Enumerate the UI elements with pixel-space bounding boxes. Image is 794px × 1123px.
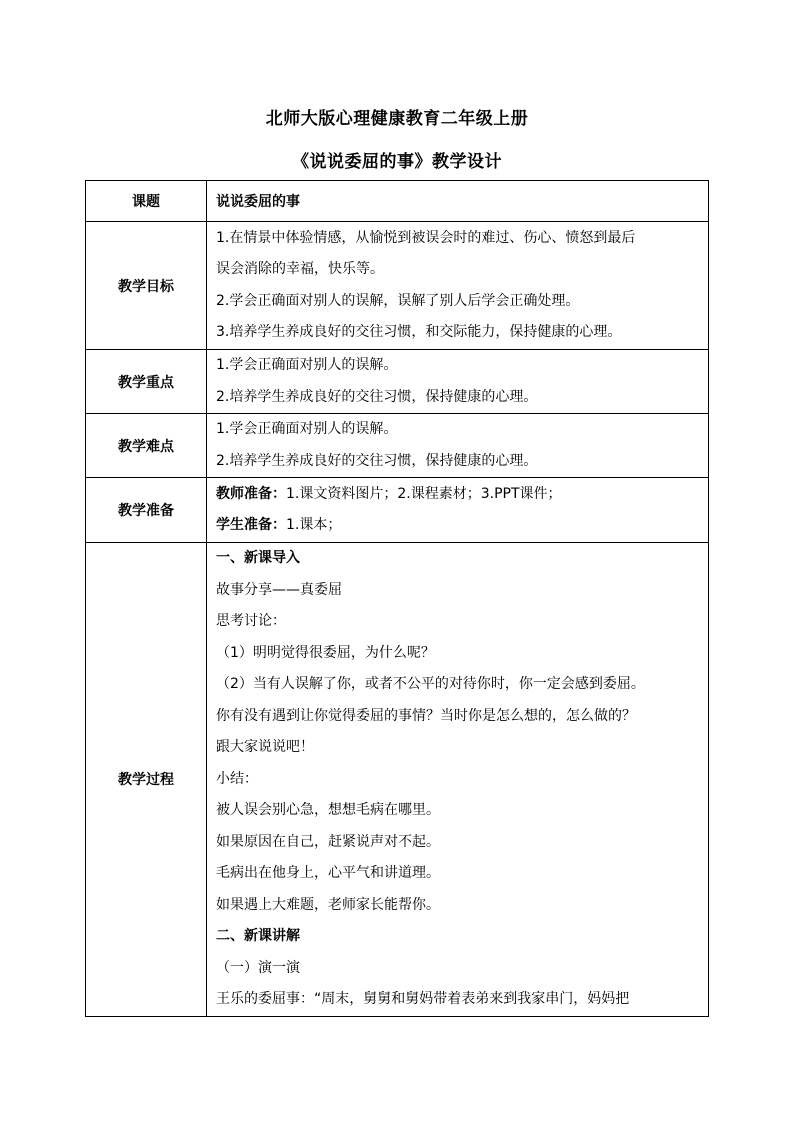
process-line: 毛病出在他身上，心平气和讲道理。 [216,865,440,881]
value-difficulties [207,414,709,478]
value-preparation [207,478,709,543]
process-line: （1）明明觉得很委屈，为什么呢？ [216,644,435,661]
section-heading: 一、新课导入 [216,550,300,566]
teacher-preparation [216,479,700,511]
process-line: 被人误会别心急，想想毛病在哪里。 [216,802,440,818]
key-point-line: 2.培养学生养成良好的交往习惯，保持健康的心理。 [216,388,538,405]
value-topic [207,181,709,222]
row-topic [86,181,709,222]
goal-line: 3.培养学生养成良好的交往习惯，和交际能力，保持健康的心理。 [216,324,622,340]
student-preparation [216,510,700,542]
label-process: 教学过程 [86,543,207,1017]
label-goals: 教学目标 [86,222,207,350]
document-subtitle: 《说说委屈的事》教学设计 [292,152,502,172]
process-line: 思考讨论： [216,613,286,629]
process-line: （2）当有人误解了你，或者不公平的对待你时，你一定会感到委屈。 [216,676,645,692]
label-topic: 课题 [86,181,207,222]
goal-line: 误会消除的幸福，快乐等。 [216,261,384,277]
goal-line: 1.在情景中体验情感，从愉悦到被误会时的难过、伤心、愤怒到最后 [216,229,636,246]
lesson-plan-table [85,180,709,1017]
difficulty-line: 2.培养学生养成良好的交往习惯，保持健康的心理。 [216,452,538,469]
process-line: 跟大家说说吧！ [216,739,314,755]
label-difficulties: 教学难点 [86,414,207,478]
process-line: 故事分享——真委屈 [216,581,342,598]
label-key-points: 教学重点 [86,350,207,414]
document-title: 北师大版心理健康教育二年级上册 [265,109,529,129]
process-line: 王乐的委屈事：“周末，舅舅和舅妈带着表弟来到我家串门，妈妈把 [216,991,630,1007]
teacher-preparation-value: 1.课文资料图片；2.课程素材；3.PPT课件； [286,485,562,502]
goal-line: 2.学会正确面对别人的误解，误解了别人后学会正确处理。 [216,292,580,309]
process-line: 如果原因在自己，赶紧说声对不起。 [216,833,440,850]
row-difficulties [86,414,709,478]
row-preparation [86,478,709,543]
row-goals [86,222,709,350]
student-preparation-value: 1.课本； [286,517,342,533]
difficulty-line: 1.学会正确面对别人的误解。 [216,421,398,437]
teacher-preparation-label: 教师准备： [216,485,286,502]
section-heading: 二、新课讲解 [216,928,300,944]
topic-text: 说说委屈的事 [216,194,300,210]
value-process [207,543,709,1017]
value-goals [207,222,709,350]
row-key-points [86,350,709,414]
label-preparation: 教学准备 [86,478,207,543]
process-line: （一）演一演 [216,959,300,976]
process-line: 如果遇上大难题，老师家长能帮你。 [216,896,440,913]
process-line: 你有没有遇到让你觉得委屈的事情？当时你是怎么想的，怎么做的？ [216,707,636,724]
value-key-points [207,350,709,414]
key-point-line: 1.学会正确面对别人的误解。 [216,357,398,373]
process-line: 小结： [216,770,258,787]
row-process [86,543,709,1017]
student-preparation-label: 学生准备： [216,517,286,533]
